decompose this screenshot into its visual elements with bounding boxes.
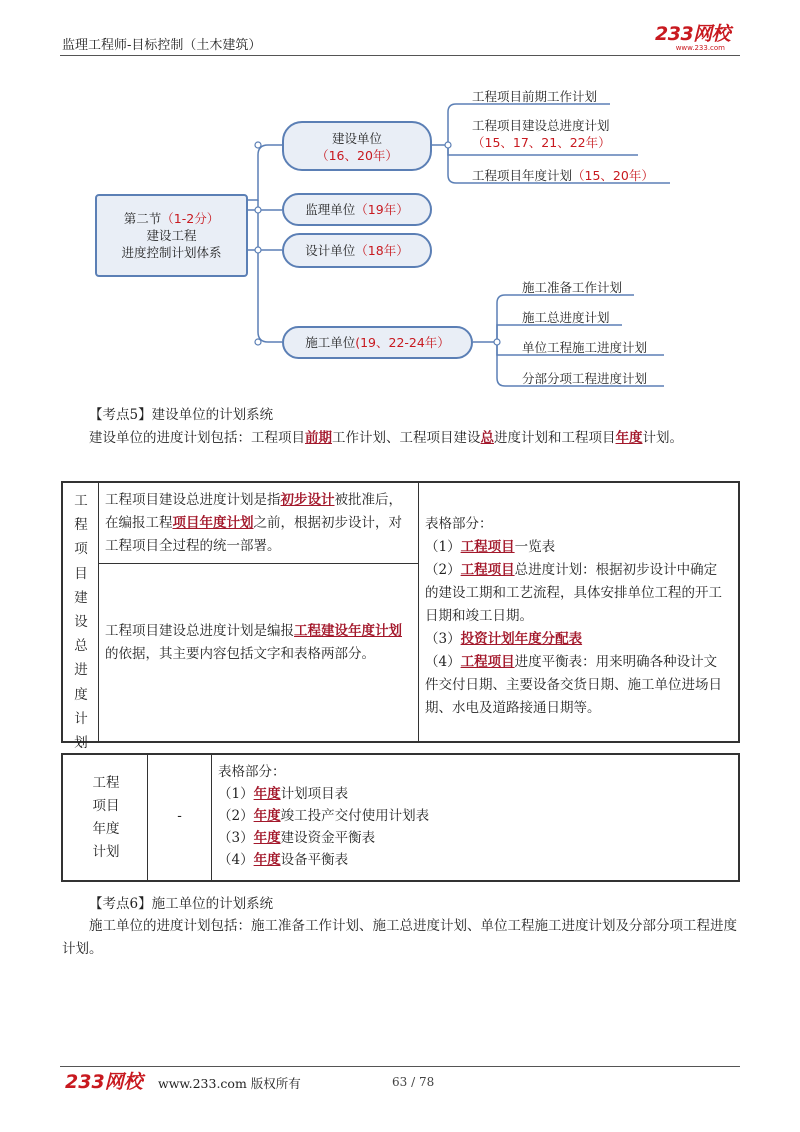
root-section: 第二节 bbox=[123, 211, 162, 226]
section5-title: 【考点5】建设单位的计划系统 bbox=[89, 407, 274, 423]
section6-paragraph: 施工单位的进度计划包括：施工准备工作计划、施工总进度计划、单位工程施工进度计划及分部分项工程进度计划。 bbox=[62, 918, 737, 957]
root-line2: 建设工程 bbox=[146, 228, 197, 243]
leaf-constructor-plan-4: 分部分项工程进度计划 bbox=[522, 371, 648, 386]
table1-side-label: 工程项目建设总进度计划 bbox=[74, 493, 88, 752]
leaf-builder-plan-3: 工程项目年度计划（15、20年） bbox=[472, 168, 654, 183]
page-number: 63 / 78 bbox=[392, 1075, 435, 1089]
node-builder-years: （16、20年） bbox=[316, 148, 398, 163]
brand-logo-text: 233网校 bbox=[655, 23, 731, 45]
mindmap-root-node bbox=[95, 194, 248, 277]
table1-item-4: （4）工程项目进度平衡表：用来明确各种设计文件交付日期、主要设备交货日期、施工单位进场日期、水电及道路接通日期等。 bbox=[425, 654, 722, 716]
node-supervisor-label: 监理单位 bbox=[305, 202, 356, 217]
table1-item-3: （3）投资计划年度分配表 bbox=[425, 631, 583, 647]
table2-item-4: （4）年度设备平衡表 bbox=[218, 852, 349, 868]
footer-logo: 233网校 bbox=[65, 1071, 143, 1093]
node-designer-label: 设计单位 bbox=[305, 243, 356, 258]
table2-item-3: （3）年度建设资金平衡表 bbox=[218, 830, 376, 846]
leaf-constructor-plan-3: 单位工程施工进度计划 bbox=[522, 340, 648, 355]
table2-cell-table-parts: 表格部分： （1）年度计划项目表 （2）年度竣工投产交付使用计划表 （3）年度建设资金平衡表 （4）年度设备平衡表 bbox=[218, 761, 728, 871]
brand-logo-url: www.233.com bbox=[675, 44, 725, 52]
node-designer bbox=[282, 233, 432, 268]
table-overall-schedule bbox=[61, 481, 740, 752]
section5-paragraph: 建设单位的进度计划包括：工程项目前期工作计划、工程项目建设总进度计划和工程项目年度计划。 bbox=[89, 430, 683, 446]
node-builder-label: 建设单位 bbox=[331, 131, 382, 146]
table2-side-label: 工程项目年度计划 bbox=[92, 775, 120, 860]
node-designer-years: （18年） bbox=[355, 243, 409, 258]
node-builder bbox=[282, 121, 432, 171]
root-score: （1-2分） bbox=[161, 211, 220, 226]
footer-divider bbox=[60, 1066, 740, 1067]
leaf-builder-plan-2: 工程项目建设总进度计划 （15、17、21、22年） bbox=[472, 118, 611, 150]
table1-item-1: （1）工程项目一览表 bbox=[425, 539, 556, 555]
document-header-title: 监理工程师-目标控制（土木建筑） bbox=[62, 38, 262, 53]
node-constructor-years: (19、22-24年） bbox=[355, 335, 450, 350]
table2-item-2: （2）年度竣工投产交付使用计划表 bbox=[218, 808, 430, 824]
mindmap bbox=[0, 0, 800, 400]
node-constructor bbox=[282, 326, 473, 359]
footer-copyright: www.233.com 版权所有 bbox=[158, 1076, 301, 1091]
root-line3: 进度控制计划体系 bbox=[121, 245, 222, 260]
node-constructor-label: 施工单位 bbox=[305, 335, 356, 350]
section6-title: 【考点6】施工单位的计划系统 bbox=[89, 896, 274, 912]
leaf-constructor-plan-2: 施工总进度计划 bbox=[522, 310, 610, 325]
connector-builder bbox=[248, 145, 282, 200]
node-supervisor bbox=[282, 193, 432, 226]
leaf-constructor-plan-1: 施工准备工作计划 bbox=[522, 280, 623, 295]
node-supervisor-years: （19年） bbox=[355, 202, 409, 217]
table1-item-2: （2）工程项目总进度计划：根据初步设计中确定的建设工期和工艺流程，具体安排单位工程的开工日期和竣工日期。 bbox=[425, 562, 722, 624]
leaf-builder-plan-1: 工程项目前期工作计划 bbox=[472, 89, 598, 104]
table1-cell-basis: 工程项目建设总进度计划是编报工程建设年度计划的依据，其主要内容包括文字和表格两部分。 bbox=[105, 623, 402, 662]
table1-cell-definition: 工程项目建设总进度计划是指初步设计被批准后，在编报工程项目年度计划之前，根据初步设计，对工程项目全过程的统一部署。 bbox=[105, 492, 402, 554]
table2-middle-cell: - bbox=[177, 808, 182, 824]
table-annual-plan bbox=[61, 753, 740, 882]
table1-cell-table-parts: 表格部分： （1）工程项目一览表 （2）工程项目总进度计划：根据初步设计中确定的建设工期和工艺流程，具体安排单位工程的开工日期和竣工日期。 （3）投资计划年度分配表 （4）工程项目进度平衡表：用来明确各种设计文件交付日期、主要设备交货日期、施工单位进场日期、水电及道路接通日期等。 bbox=[425, 513, 730, 720]
connector-constructor bbox=[258, 250, 282, 342]
table2-item-1: （1）年度计划项目表 bbox=[218, 786, 349, 802]
